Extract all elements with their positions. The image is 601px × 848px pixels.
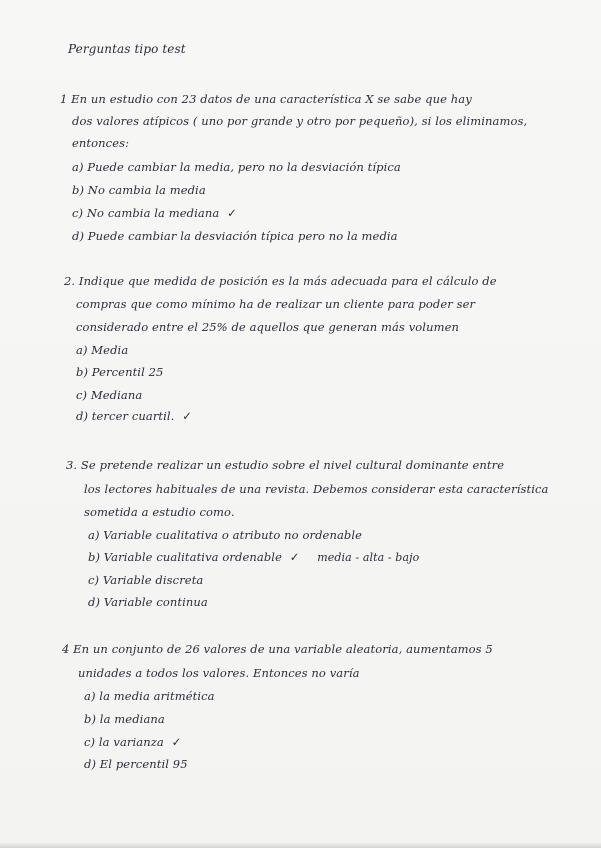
option-text: b) Percentil 25 bbox=[76, 365, 164, 379]
question-4-option-d bbox=[84, 757, 188, 771]
option-text: d) tercer cuartil. bbox=[76, 409, 175, 423]
option-text: d) El percentil 95 bbox=[84, 757, 188, 771]
question-2-option-a bbox=[76, 343, 128, 357]
question-3-line-1: 3. Se pretende realizar un estudio sobre el nivel cultural dominante entre bbox=[66, 458, 505, 472]
question-3-option-c bbox=[88, 573, 203, 587]
question-2-line-3: considerado entre el 25% de aquellos que generan más volumen bbox=[76, 320, 460, 334]
question-3-option-b bbox=[88, 550, 419, 564]
question-1-line-1: 1 En un estudio con 23 datos de una característica X se sabe que hay bbox=[60, 92, 472, 106]
option-text: b) la mediana bbox=[84, 712, 165, 726]
check-mark-icon: ✓ bbox=[289, 550, 300, 564]
question-1-option-a bbox=[72, 160, 401, 174]
question-4-option-c bbox=[84, 735, 181, 749]
question-3-option-a bbox=[88, 528, 362, 542]
question-1-line-2: dos valores atípicos ( uno por grande y otro por pequeño), si los eliminamos, bbox=[72, 114, 528, 128]
option-text: d) Variable continua bbox=[88, 595, 208, 609]
page-title: Perguntas tipo test bbox=[68, 42, 186, 56]
option-text: c) la varianza bbox=[84, 735, 164, 749]
question-1-line-3: entonces: bbox=[72, 136, 130, 150]
option-text: b) Variable cualitativa ordenable bbox=[88, 550, 282, 564]
option-text: a) Variable cualitativa o atributo no ordenable bbox=[88, 528, 363, 542]
question-4-option-a bbox=[84, 689, 215, 703]
question-2-option-c bbox=[76, 388, 142, 402]
option-text: c) Mediana bbox=[76, 388, 143, 402]
margin-note: media - alta - bajo bbox=[317, 551, 420, 564]
question-4-line-2: unidades a todos los valores. Entonces no varía bbox=[78, 666, 360, 680]
question-2-option-b bbox=[76, 365, 163, 379]
option-text: b) No cambia la media bbox=[72, 183, 206, 197]
option-text: d) Puede cambiar la desviación típica pero no la media bbox=[72, 229, 398, 243]
question-1-option-d bbox=[72, 229, 398, 243]
check-mark-icon: ✓ bbox=[171, 735, 182, 749]
check-mark-icon: ✓ bbox=[227, 206, 237, 220]
option-text: c) No cambia la mediana bbox=[72, 206, 220, 220]
question-1-option-b bbox=[72, 183, 206, 197]
option-text: a) Media bbox=[76, 343, 129, 357]
question-2-line-2: compras que como mínimo ha de realizar un cliente para poder ser bbox=[76, 297, 476, 311]
question-1-option-c bbox=[72, 206, 237, 220]
question-3-line-3: sometida a estudio como. bbox=[84, 505, 235, 519]
option-text: a) Puede cambiar la media, pero no la desviación típica bbox=[72, 160, 401, 174]
question-3-option-d bbox=[88, 595, 208, 609]
question-4-line-1: 4 En un conjunto de 26 valores de una variable aleatoria, aumentamos 5 bbox=[62, 642, 493, 656]
option-text: c) Variable discreta bbox=[88, 573, 204, 587]
option-text: a) la media aritmética bbox=[84, 689, 215, 703]
page-edge-shadow bbox=[0, 842, 601, 848]
question-4-option-b bbox=[84, 712, 165, 726]
question-2-line-1: 2. Indique que medida de posición es la más adecuada para el cálculo de bbox=[64, 274, 497, 288]
question-2-option-d bbox=[76, 409, 192, 423]
question-3-line-2: los lectores habituales de una revista. Debemos considerar esta característica bbox=[84, 482, 549, 496]
check-mark-icon: ✓ bbox=[182, 409, 192, 423]
